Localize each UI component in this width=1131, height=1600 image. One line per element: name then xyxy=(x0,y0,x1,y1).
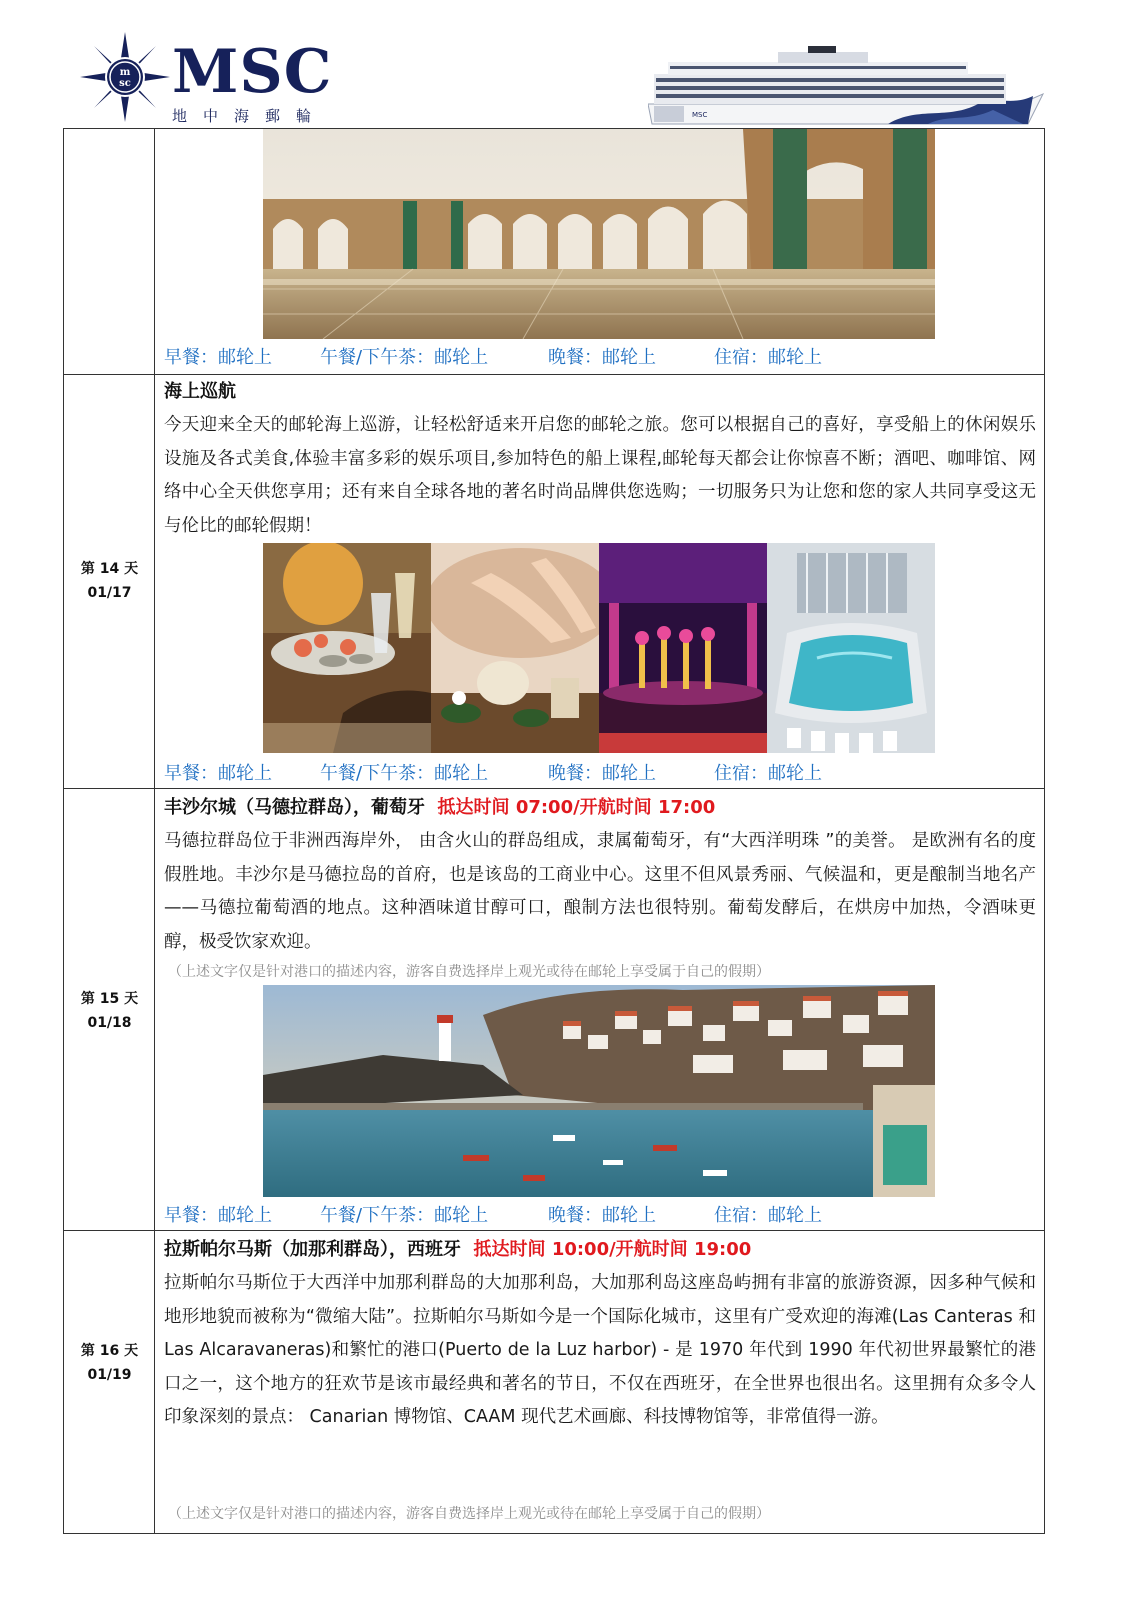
mosque-arcade-photo xyxy=(263,129,935,339)
itinerary-row xyxy=(64,789,1044,1231)
meals-row xyxy=(164,343,1034,373)
day-title xyxy=(164,1235,751,1265)
day-content xyxy=(156,789,1044,1230)
pool-deck-photo xyxy=(767,543,935,753)
day-content xyxy=(156,375,1044,788)
meals-row xyxy=(164,1201,1034,1231)
funchal-harbor-photo xyxy=(263,985,935,1197)
day-column xyxy=(64,375,155,788)
theater-show-photo xyxy=(599,543,767,753)
port-name: 拉斯帕尔马斯（加那利群岛），西班牙 xyxy=(164,1239,461,1260)
spa-massage-photo xyxy=(431,543,599,753)
dining-photo xyxy=(263,543,431,753)
cruise-ship-image xyxy=(648,44,1048,126)
brand-subtitle: 地中海郵輪 xyxy=(172,107,328,125)
day-description: 今天迎来全天的邮轮海上巡游，让轻松舒适来开启您的邮轮之旅。您可以根据自己的喜好，享受船上的休闲娱乐设施及各式美食,体验丰富多彩的娱乐项目,参加特色的船上课程,邮轮每天都会让你惊喜不断；酒吧、咖啡馆、网络中心全天供您享用；还有来自全球各地的著名时尚品牌供您选购；一切服务只为让您和您的家人共同享受这无与伦比的邮轮假期！ xyxy=(164,415,1036,536)
day-column xyxy=(64,789,155,1230)
dinner-info: 晚餐：邮轮上 xyxy=(548,347,656,368)
day-description: 马德拉群岛位于非洲西海岸外， 由含火山的群岛组成，隶属葡萄牙，有“大西洋明珠 ”的美誉。 是欧洲有名的度假胜地。丰沙尔是马德拉岛的首府，也是该岛的工商业中心。这里不但风景秀丽、气候温和，更是酿制当地名产——马德拉葡萄酒的地点。这种酒味道甘醇可口，酿制方法也很特别。葡萄发酵后，在烘房中加热，令酒味更醇，极受饮家欢迎。 xyxy=(164,831,1036,952)
brand-name: MSC xyxy=(172,37,333,107)
day-description: 拉斯帕尔马斯位于大西洋中加那利群岛的大加那利岛，大加那利岛这座岛屿拥有非富的旅游资源，因多种气候和地形地貌而被称为“微缩大陆”。拉斯帕尔马斯如今是一个国际化城市，这里有广受欢迎的海滩(Las Canteras 和 Las Alcaravaneras)和繁忙的港口(Puerto de la Luz harbor) - 是 1970 年代到 1990 年代初世界最繁忙的港口之一，这个地方的狂欢节是该市最经典和著名的节日，不仅在西班牙，在全世界也很出名。这里拥有众多令人印象深刻的景点： Canarian 博物馆、CAAM 现代艺术画廊、科技博物馆等，非常值得一游。 xyxy=(164,1273,1036,1427)
port-name: 海上巡航 xyxy=(164,381,236,402)
port-note: （上述文字仅是针对港口的描述内容，游客自费选择岸上观光或待在邮轮上享受属于自己的假期） xyxy=(168,964,770,980)
itinerary-row xyxy=(64,1231,1044,1533)
itinerary-table xyxy=(63,128,1045,1534)
lodging-info: 住宿：邮轮上 xyxy=(714,763,822,784)
itinerary-row xyxy=(64,129,1044,375)
day-content xyxy=(156,1231,1044,1533)
svg-text:MSC: MSC xyxy=(692,111,708,119)
svg-text:m: m xyxy=(119,67,131,78)
day-title xyxy=(164,377,236,407)
meals-row xyxy=(164,759,1034,789)
day-title xyxy=(164,793,715,823)
page-header xyxy=(0,0,1131,128)
port-times: 抵达时间 10:00/开航时间 19:00 xyxy=(473,1239,752,1260)
compass-rose-icon xyxy=(80,32,170,122)
day-number: 第 15 天 xyxy=(80,991,139,1007)
day-column xyxy=(64,1231,155,1533)
day-column xyxy=(64,129,155,374)
lodging-info: 住宿：邮轮上 xyxy=(714,1205,822,1226)
dinner-info: 晚餐：邮轮上 xyxy=(548,1205,656,1226)
port-times: 抵达时间 07:00/开航时间 17:00 xyxy=(437,797,716,818)
day-number: 第 14 天 xyxy=(80,561,139,577)
day-content xyxy=(156,129,1044,374)
day-date: 01/19 xyxy=(87,1367,132,1383)
breakfast-info: 早餐：邮轮上 xyxy=(164,763,272,784)
port-name: 丰沙尔城（马德拉群岛），葡萄牙 xyxy=(164,797,425,818)
lunch-info: 午餐/下午茶：邮轮上 xyxy=(320,347,489,368)
svg-text:sc: sc xyxy=(119,78,131,89)
port-note: （上述文字仅是针对港口的描述内容，游客自费选择岸上观光或待在邮轮上享受属于自己的假期） xyxy=(168,1506,770,1522)
day-date: 01/17 xyxy=(87,585,132,601)
breakfast-info: 早餐：邮轮上 xyxy=(164,1205,272,1226)
breakfast-info: 早餐：邮轮上 xyxy=(164,347,272,368)
itinerary-row xyxy=(64,375,1044,789)
lunch-info: 午餐/下午茶：邮轮上 xyxy=(320,763,489,784)
day-number: 第 16 天 xyxy=(80,1343,139,1359)
day-date: 01/18 xyxy=(87,1015,132,1031)
lodging-info: 住宿：邮轮上 xyxy=(714,347,822,368)
msc-logo xyxy=(80,32,340,127)
lunch-info: 午餐/下午茶：邮轮上 xyxy=(320,1205,489,1226)
dinner-info: 晚餐：邮轮上 xyxy=(548,763,656,784)
